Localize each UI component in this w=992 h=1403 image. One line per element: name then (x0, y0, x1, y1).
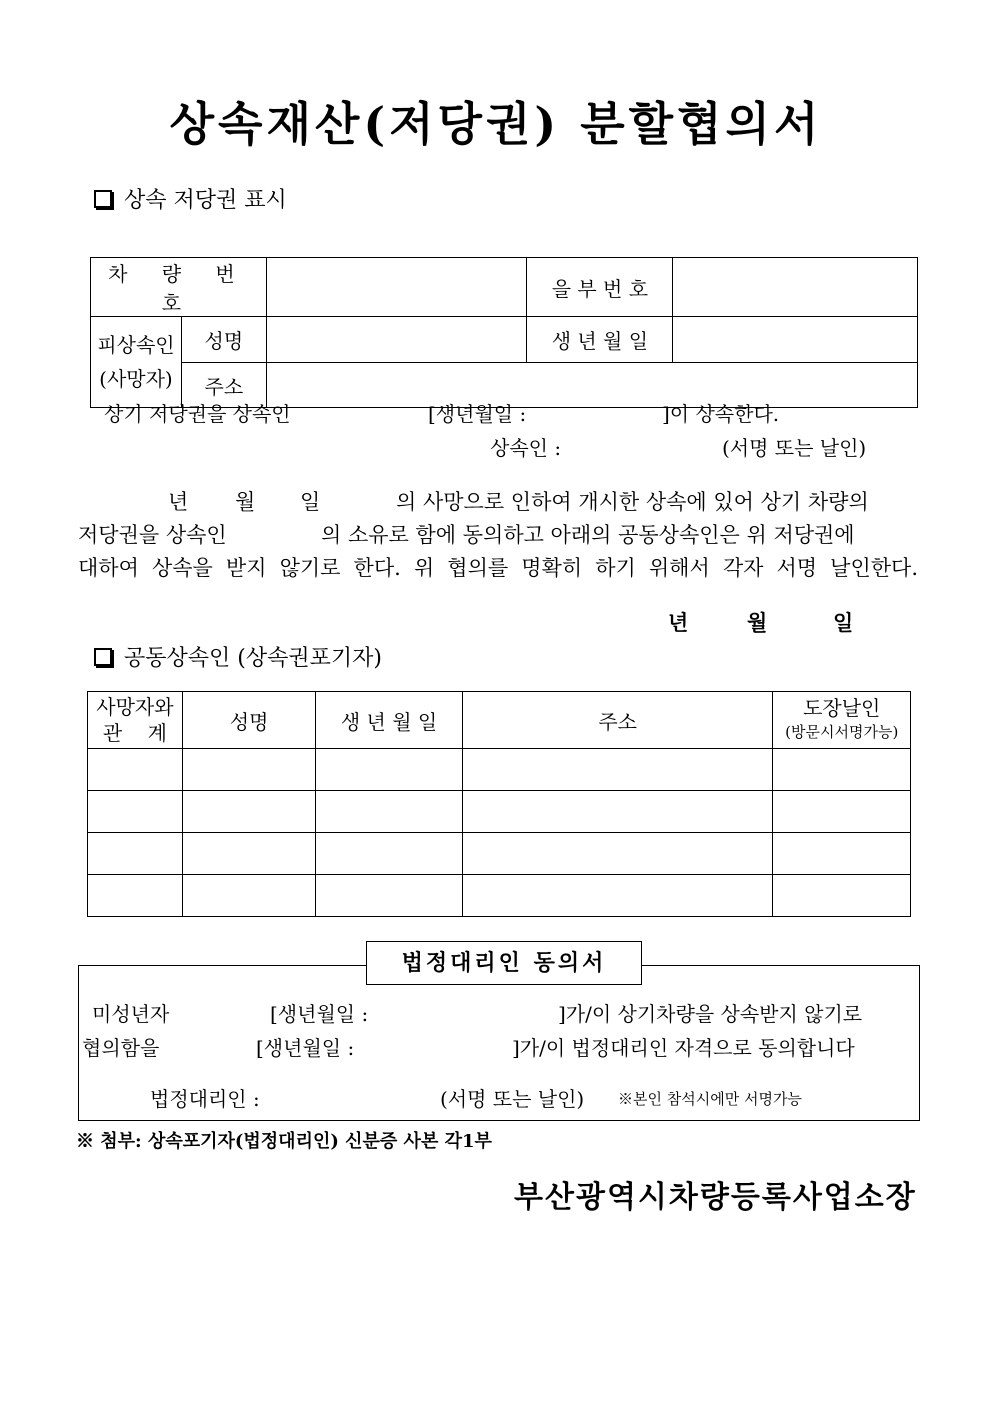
statement-prefix: 상기 저당권을 상속인 (104, 402, 291, 426)
deceased-address-label: 주소 (181, 363, 266, 408)
name-cell[interactable] (182, 875, 315, 917)
name-cell[interactable] (182, 791, 315, 833)
address-header: 주소 (462, 692, 773, 749)
name-cell[interactable] (182, 749, 315, 791)
deceased-birthdate-label: 생 년 월 일 (527, 317, 673, 363)
relation-cell[interactable] (88, 791, 183, 833)
section-heading-mortgage (94, 183, 287, 214)
seal-cell[interactable] (773, 875, 911, 917)
agreement-month: 월 (235, 490, 256, 514)
consent-line2-birth-label: [생년월일 : (256, 1036, 355, 1060)
vehicle-number-label: 차 량 번 호 (91, 258, 267, 317)
consent-line2-rest: ]가/이 법정대리인 자격으로 동의합니다 (512, 1036, 855, 1060)
relation-header-line2: 관 계 (102, 721, 167, 745)
coheirs-table (87, 691, 911, 917)
eulbu-number-field[interactable] (673, 258, 918, 317)
agreement-line3: 대하여 상속을 받지 않기로 한다. 위 협의를 명확히 하기 위해서 각자 서명 날인한다. (78, 556, 918, 580)
deceased-birthdate-field[interactable] (673, 317, 918, 363)
deceased-name-field[interactable] (266, 317, 527, 363)
page-title: 상속재산(저당권) 분할협의서 (169, 97, 823, 151)
agreement-line1-rest: 의 사망으로 인하여 개시한 상속에 있어 상기 차량의 (396, 490, 869, 514)
deceased-label-line1: 피상속인 (97, 333, 175, 357)
address-cell[interactable] (462, 749, 773, 791)
birthdate-cell[interactable] (316, 791, 462, 833)
date-month: 월 (747, 610, 768, 635)
deceased-name-label: 성명 (181, 317, 266, 363)
statement-suffix: ]이 상속한다. (662, 402, 780, 426)
consent-line1-birth-label: [생년월일 : (270, 1002, 369, 1026)
agreement-year: 년 (168, 490, 189, 514)
seal-header-line1: 도장날인 (803, 696, 881, 720)
vehicle-number-field[interactable] (266, 258, 527, 317)
relation-header (88, 692, 183, 749)
agreement-line2-a: 저당권을 상속인 (78, 523, 227, 547)
deceased-address-field[interactable] (266, 363, 917, 408)
consent-line2-a: 협의함을 (82, 1036, 160, 1060)
address-cell[interactable] (462, 791, 773, 833)
address-cell[interactable] (462, 875, 773, 917)
seal-cell[interactable] (773, 749, 911, 791)
seal-cell[interactable] (773, 791, 911, 833)
table-row (88, 875, 911, 917)
name-header: 성명 (182, 692, 315, 749)
relation-cell[interactable] (88, 833, 183, 875)
birthdate-cell[interactable] (316, 749, 462, 791)
consent-sign-label: (서명 또는 날인) (440, 1087, 585, 1111)
organization-name: 부산광역시차량등록사업소장 (514, 1180, 917, 1215)
section-heading-text: 공동상속인 (상속권포기자) (124, 646, 382, 671)
checkbox-square-icon (94, 190, 112, 208)
seal-cell[interactable] (773, 833, 911, 875)
seal-header (773, 692, 911, 749)
birthdate-header: 생 년 월 일 (316, 692, 462, 749)
consent-minor-label: 미성년자 (92, 1002, 170, 1026)
seal-header-line2: (방문시서명가능) (785, 723, 899, 741)
name-cell[interactable] (182, 833, 315, 875)
relation-cell[interactable] (88, 875, 183, 917)
date-year: 년 (668, 610, 689, 635)
relation-cell[interactable] (88, 749, 183, 791)
table-row (88, 833, 911, 875)
table-row (88, 749, 911, 791)
guardian-consent-title: 법정대리인 동의서 (366, 941, 642, 985)
attachment-note: ※ 첨부: 상속포기자(법정대리인) 신분증 사본 각1부 (76, 1131, 492, 1152)
date-day: 일 (833, 610, 854, 635)
address-cell[interactable] (462, 833, 773, 875)
consent-line1-rest: ]가/이 상기차량을 상속받지 않기로 (558, 1002, 863, 1026)
birthdate-cell[interactable] (316, 875, 462, 917)
eulbu-number-label: 을 부 번 호 (527, 258, 673, 317)
mortgage-info-table (90, 257, 918, 408)
birthdate-cell[interactable] (316, 833, 462, 875)
deceased-label (91, 317, 182, 408)
heir-label: 상속인 : (490, 436, 562, 460)
section-heading-coheirs (94, 641, 382, 672)
deceased-label-line2: (사망자) (99, 367, 173, 391)
relation-header-line1: 사망자와 (96, 695, 174, 719)
heir-sign-label: (서명 또는 날인) (722, 436, 867, 460)
checkbox-square-icon (94, 648, 112, 666)
section-heading-text: 상속 저당권 표시 (124, 188, 287, 213)
table-row (88, 791, 911, 833)
agreement-line2-b: 의 소유로 함에 동의하고 아래의 공동상속인은 위 저당권에 (321, 523, 855, 547)
legal-representative-label: 법정대리인 : (150, 1087, 260, 1111)
agreement-day: 일 (300, 490, 321, 514)
statement-birth-label: [생년월일 : (428, 402, 527, 426)
consent-note: ※본인 참석시에만 서명가능 (618, 1090, 802, 1108)
